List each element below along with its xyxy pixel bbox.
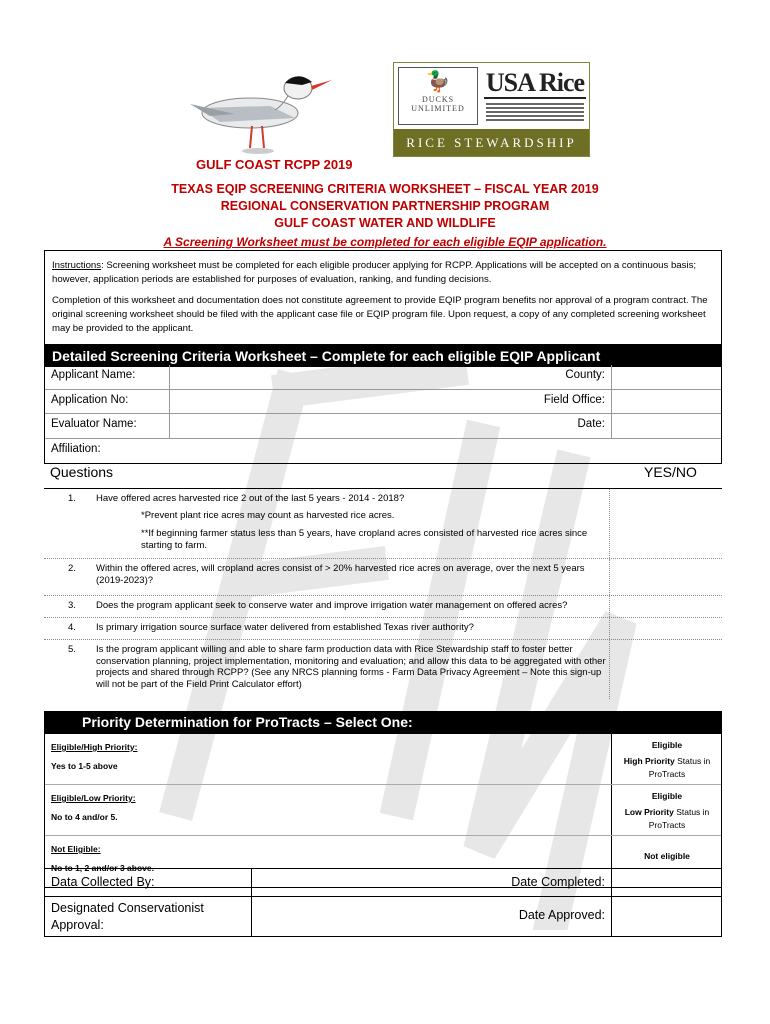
signature-table [44,868,722,937]
ducks-unlimited-usa-rice-logo [393,62,590,157]
question-text: Is the program applicant willing and able to share farm production data with Rice Stewardship staff to foster better conservation planning, project implementation, monitoring and evaluation; and allow this data to be aggregated with other projects and shared through RCPP? (See any NRCS planning forms - Farm Data Privacy Agreement – Note this sign-up will not be part of the Field Print Calculator effort) [96,644,606,690]
detailed-section-title: Detailed Screening Criteria Worksheet – Complete for each eligible EQIP Applicant [44,345,722,367]
question-row[interactable]: 2. Within the offered acres, will cropland acres consist of > 20% harvested rice acres on average, over the next 5 years (2019-2023)? [44,559,722,596]
question-note: *Prevent plant rice acres may count as harvested rice acres. [141,510,395,521]
questions-list [44,489,722,699]
evaluator-name-row[interactable] [45,414,721,439]
application-no-label: Application No: [51,393,129,406]
applicant-name-label: Applicant Name: [51,369,136,381]
instructions-label: Instructions [52,260,102,271]
question-text: Does the program applicant seek to conserve water and improve irrigation water management on offered acres? [96,600,568,611]
duck-head-icon: 🦆 [425,71,451,93]
high-priority-status: High Priority Status in ProTracts [623,756,711,779]
question-row[interactable]: 4. Is primary irrigation source surface water delivered from established Texas river authority? [44,618,722,640]
question-text: Within the offered acres, will cropland acres consist of > 20% harvested rice acres on average, over the next 5 years (2019-2023)? [96,563,585,586]
questions-header [44,460,722,489]
question-note: **If beginning farmer status less than 5 years, have cropland acres consisted of harvested rice acres since starting to farm. [141,528,588,551]
priority-table [44,734,722,888]
title-line-2: REGIONAL CONSERVATION PARTNERSHIP PROGRAM [220,199,550,213]
ducks-unlimited-logo: 🦆 DUCKS UNLIMITED [398,67,478,125]
date-approved-label: Date Approved: [518,908,605,922]
questions-label: Questions [50,464,114,480]
designated-conservationist-label: Designated Conservationist Approval: [51,901,204,932]
data-collected-label: Data Collected By: [51,875,155,889]
header [0,0,770,250]
applicant-name-row[interactable] [45,365,721,390]
instructions-para-2: Completion of this worksheet and documentation does not constitute agreement to provide EQIP program benefits nor approval of a program contract. The original screening worksheet should be filed with the applicant case file or EQIP program file. Upon request, a copy of any completed screening worksheet may be provided to the applicant. [52,295,708,334]
question-text: Have offered acres harvested rice 2 out of the last 5 years - 2014 - 2018? [96,493,405,504]
question-row[interactable]: 1. Have offered acres harvested rice 2 out of the last 5 years - 2014 - 2018? *Prevent plant rice acres may count as harvested rice acres. **If beginning farmer status less than 5 years, have cropland acres consisted of harvested rice acres since starting to farm. [44,489,722,559]
field-office-label: Field Office: [543,393,605,406]
question-text: Is primary irrigation source surface water delivered from established Texas river authority? [96,622,474,633]
application-no-row[interactable] [45,390,721,415]
worksheet-titles [0,181,770,232]
data-collected-row[interactable] [45,869,721,897]
priority-row-low[interactable]: Eligible/Low Priority: No to 4 and/or 5. Eligible Low Priority Status in ProTracts [45,785,721,836]
low-priority-status: Low Priority Status in ProTracts [624,807,710,830]
usa-rice-stripes [486,103,584,123]
title-line-3: GULF COAST WATER AND WILDLIFE [274,216,496,230]
instructions-box [44,250,722,345]
date-label: Date: [577,418,605,430]
approval-row[interactable] [45,897,721,936]
rice-stewardship-band: RICE STEWARDSHIP [394,129,589,156]
instructions-para-1: Instructions: Screening worksheet must be completed for each eligible producer applying for RCPP. Applications will be accepted on a continuous basis; however, application periods are established for purposes of evaluation, ranking, and funding decisions. [52,260,697,285]
question-row[interactable]: 3. Does the program applicant seek to conserve water and improve irrigation water management on offered acres? [44,596,722,618]
county-label: County: [565,369,605,381]
date-completed-label: Date Completed: [511,875,605,889]
title-line-1: TEXAS EQIP SCREENING CRITERIA WORKSHEET – FISCAL YEAR 2019 [171,182,599,196]
applicant-fields [44,365,722,464]
yes-no-label: YES/NO [644,464,697,480]
priority-section-title: Priority Determination for ProTracts – Select One: [44,711,722,734]
usa-rice-logo: USA Rice [485,68,585,97]
tern-bird-image [190,58,335,158]
program-title: GULF COAST RCPP 2019 [196,157,353,172]
requirement-note: A Screening Worksheet must be completed for each eligible EQIP application. [163,235,607,249]
evaluator-name-label: Evaluator Name: [51,418,137,430]
question-row[interactable]: 5. Is the program applicant willing and able to share farm production data with Rice Stewardship staff to foster better conservation planning, project implementation, monitoring and evaluation; and allow this data to be aggregated with other projects and shared through RCPP? (See any NRCS planning forms - Farm Data Privacy Agreement – Note this sign-up will not be part of the Field Print Calculator effort) [44,640,722,699]
affiliation-label: Affiliation: [51,442,101,455]
priority-row-not-eligible[interactable]: Not Eligible: No to 1, 2 and/or 3 above. Not eligible [45,836,721,887]
priority-row-high[interactable]: Eligible/High Priority: Yes to 1-5 above Eligible High Priority Status in ProTracts [45,734,721,785]
